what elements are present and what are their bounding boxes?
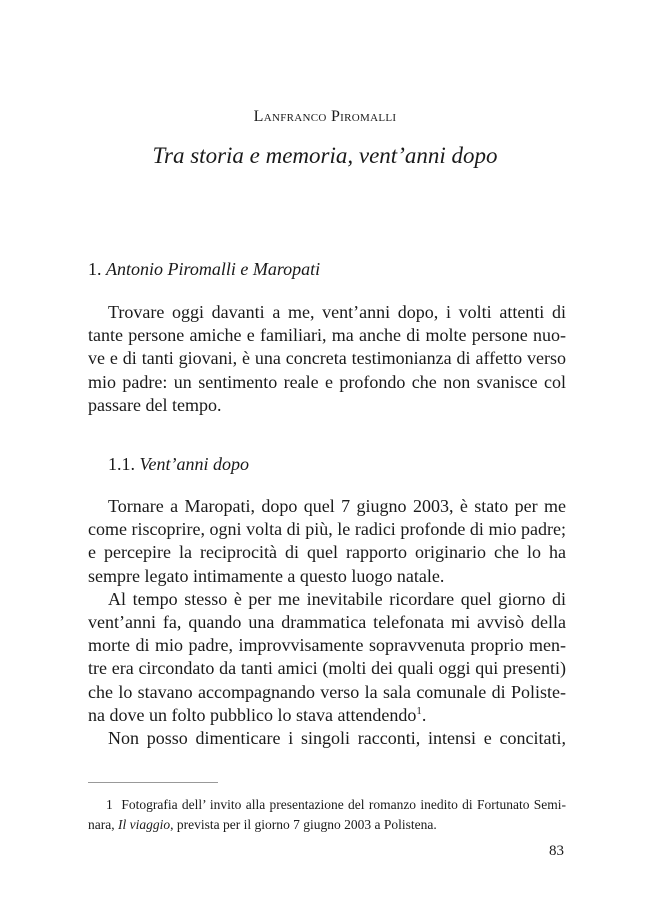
text-line: che lo stavano accompagnando verso la sala comunale di Poliste-: [88, 681, 566, 702]
text-line: tante persone amiche e familiari, ma anche di molte persone nuo-: [88, 325, 566, 346]
footnote-reference[interactable]: 1: [416, 704, 422, 717]
text-line: morte di mio padre, improvvisamente sopravvenuta proprio men-: [88, 635, 566, 656]
text-line: vent’anni fa, quando una drammatica telefonata mi avvisò della: [88, 612, 566, 633]
text-line: sempre legato intimamente a questo luogo natale.: [88, 565, 445, 586]
section-heading-1: [88, 259, 320, 280]
footnote-line: [88, 815, 566, 835]
text-line: Tornare a Maropati, dopo quel 7 giugno 2003, è stato per me: [108, 496, 566, 516]
footnote-text: , prevista per il giorno 7 giugno 2003 a Polistena.: [170, 817, 437, 832]
text-line: e percepire la reciprocità di quel rapporto originario che lo ha: [88, 542, 566, 563]
text-line: ve e di tanti giovani, è una concreta testimonianza di affetto verso: [88, 348, 566, 369]
text-line: Trovare oggi davanti a me, vent’anni dopo, i volti attenti di: [108, 302, 566, 322]
footnote-text: Fotografia dell’ invito alla presentazione del romanzo inedito di Fortunato Semi-: [121, 797, 566, 812]
footnote-text: nara,: [88, 817, 118, 832]
paragraph-intro: [88, 301, 566, 417]
text-line: passare del tempo.: [88, 394, 222, 415]
text-line: mio padre: un sentimento reale e profondo che non svanisce col: [88, 371, 566, 392]
section-title: Antonio Piromalli e Maropati: [106, 259, 321, 279]
section-number: 1.: [88, 259, 102, 279]
text-line: Al tempo stesso è per me inevitabile ricordare quel giorno di: [108, 588, 566, 609]
section-title: Vent’anni dopo: [139, 454, 249, 474]
page-number: 83: [549, 843, 564, 859]
text-line: tre era circondato da tanti amici (molti dei quali oggi qui presenti): [88, 658, 566, 679]
footnote-line: [88, 795, 566, 815]
section-number: 1.1.: [108, 454, 135, 474]
text-line: na dove un folto pubblico lo stava attendendo$^1$.: [88, 704, 427, 725]
footnote-book-title: Il viaggio: [117, 817, 171, 832]
paragraph-body: [88, 495, 566, 750]
footnote-divider: [88, 782, 218, 783]
section-heading-1-1: [108, 454, 249, 475]
author-name: [0, 108, 650, 126]
footnote-number: 1: [106, 797, 113, 812]
author-name-text: Lanfranco Piromalli: [253, 108, 397, 125]
text-line: Non posso dimenticare i singoli racconti, intensi e concitati,: [108, 728, 566, 749]
footnote: [88, 795, 566, 835]
chapter-title: Tra storia e memoria, vent’anni dopo: [152, 143, 498, 168]
text-line-content: na dove un folto pubblico lo stava attendendo: [88, 704, 417, 725]
text-line: come riscoprire, ogni volta di più, le radici profonde di mio padre;: [88, 519, 566, 540]
